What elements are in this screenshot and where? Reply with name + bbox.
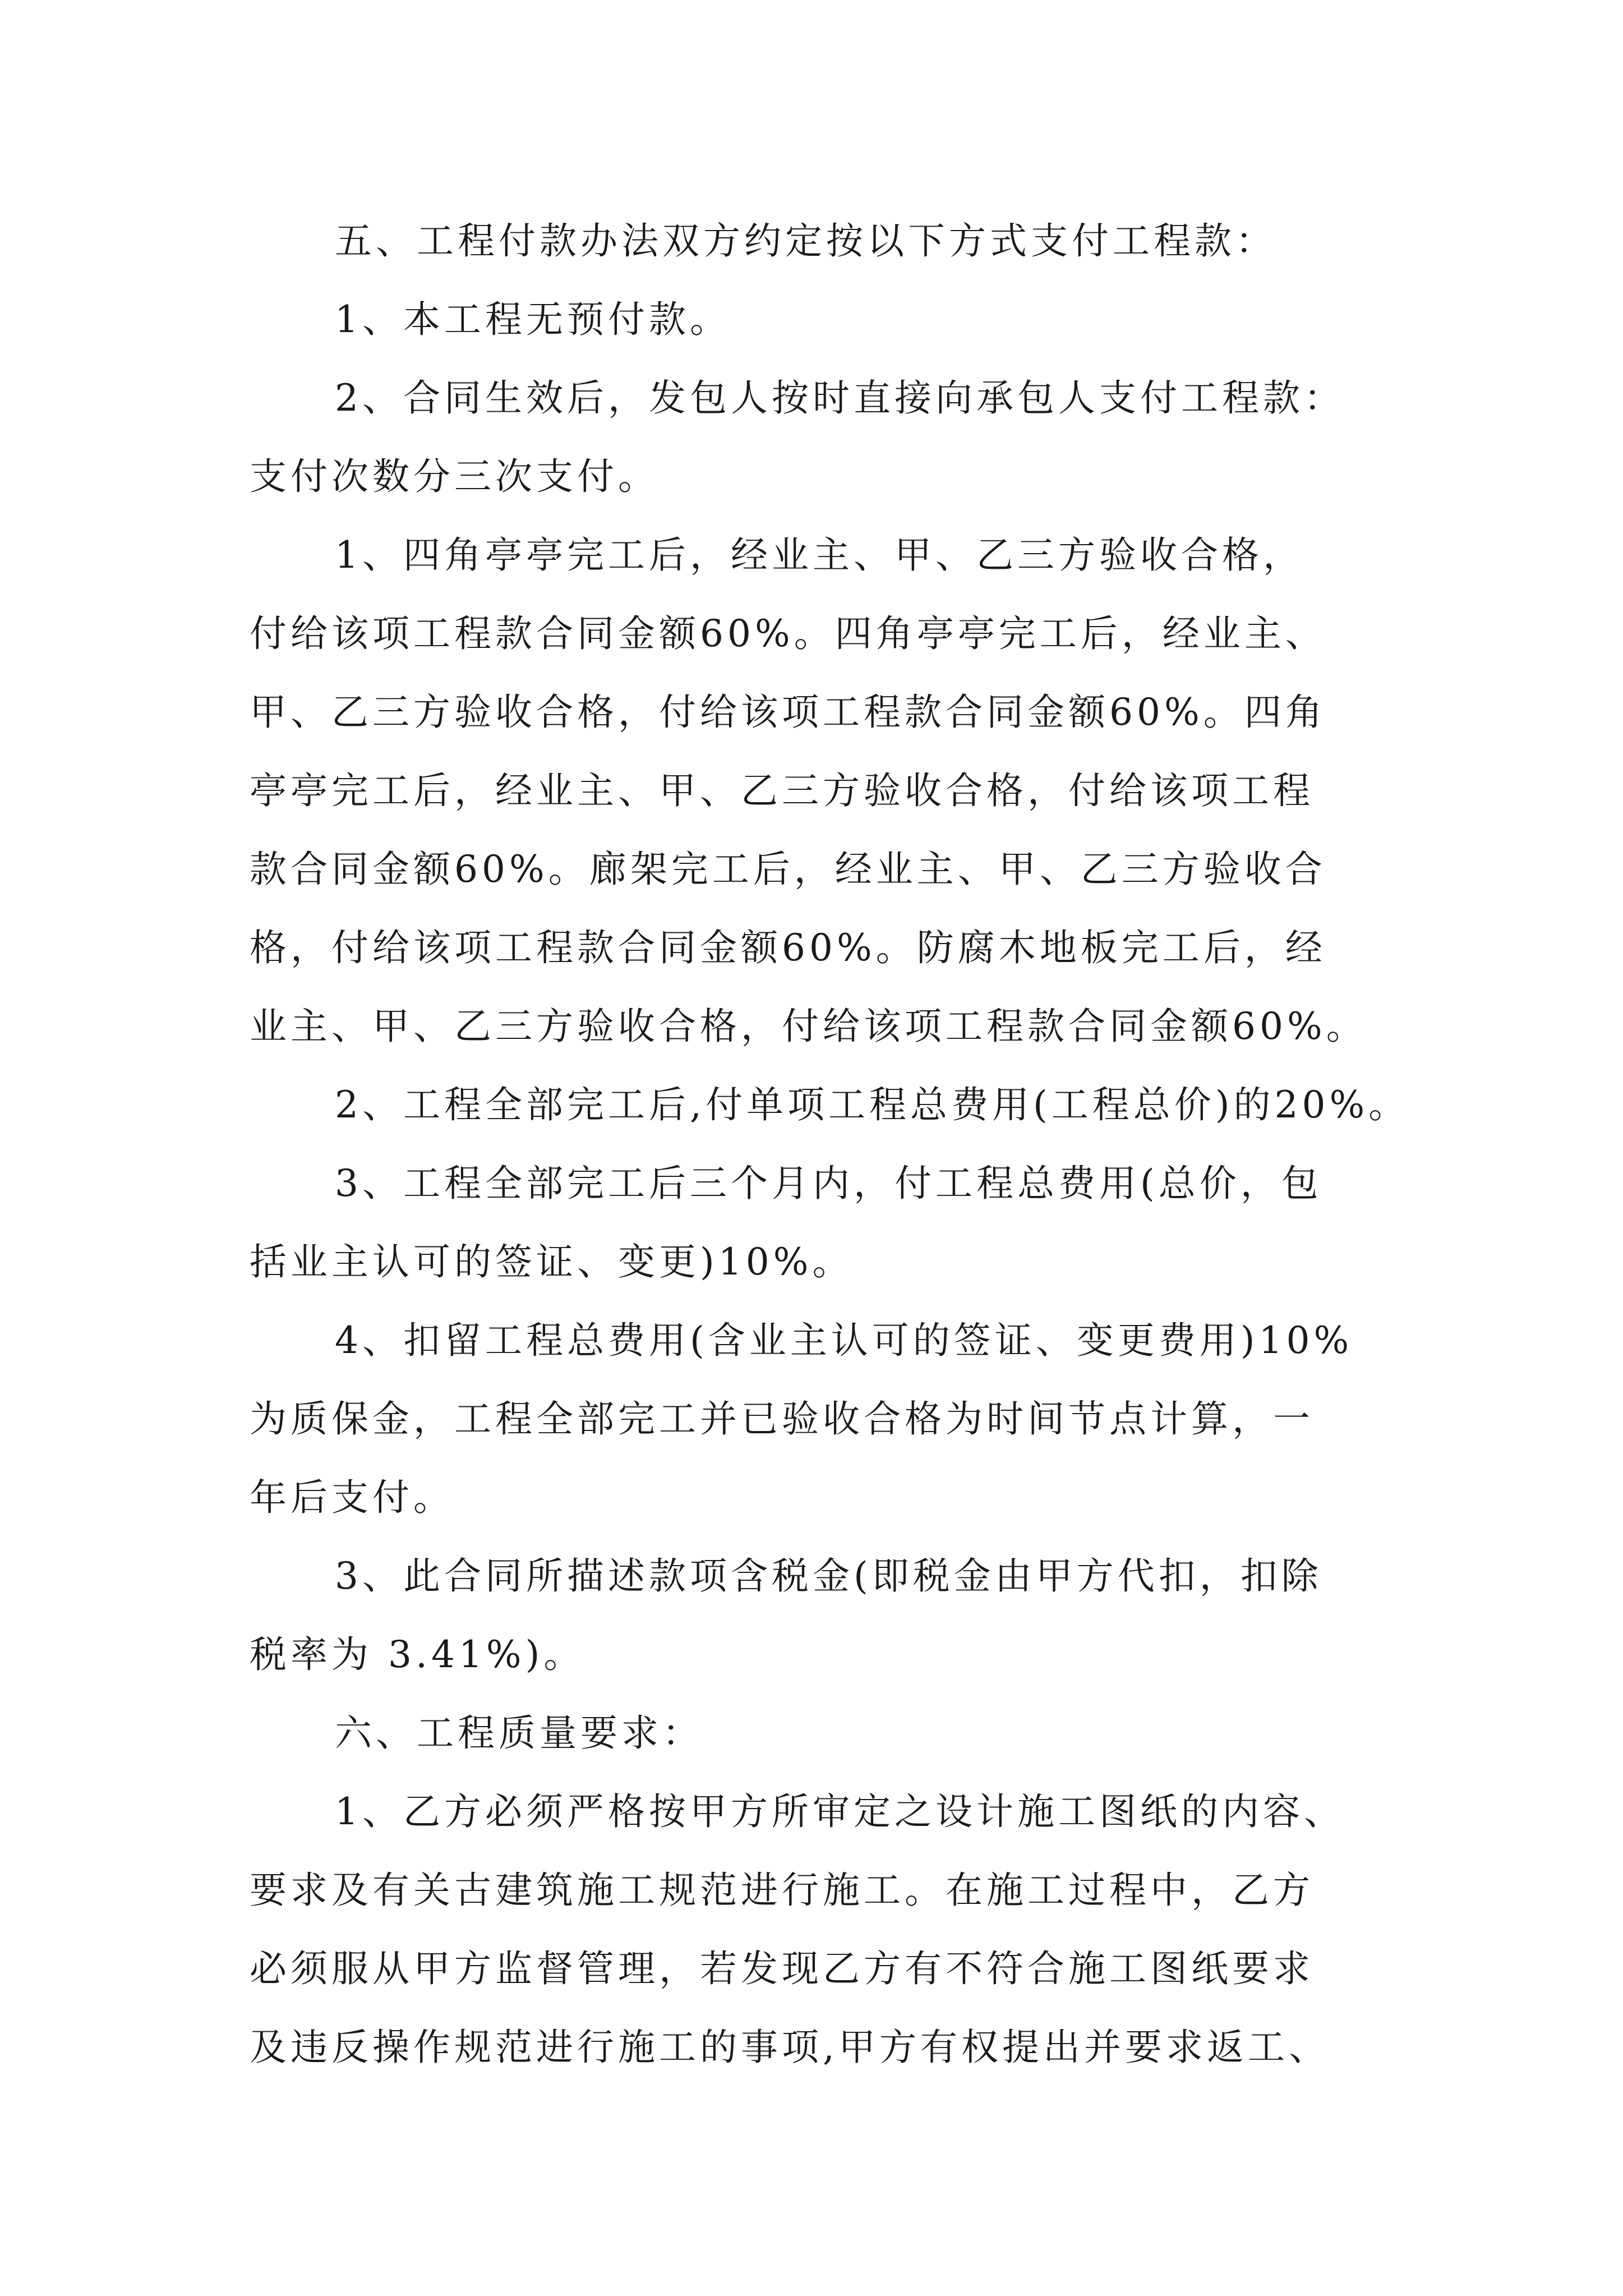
paragraph-line: 2、合同生效后，发包人按时直接向承包人支付工程款： — [335, 376, 1345, 420]
paragraph-line: 1、乙方必须严格按甲方所审定之设计施工图纸的内容、 — [335, 1790, 1345, 1833]
paragraph-line: 为质保金，工程全部完工并已验收合格为时间节点计算，一 — [250, 1397, 1314, 1441]
paragraph-line: 1、本工程无预付款。 — [335, 298, 731, 341]
document-body — [250, 202, 1410, 2087]
paragraph-line: 及违反操作规范进行施工的事项,甲方有权提出并要求返工、 — [250, 2026, 1330, 2069]
paragraph-line: 付给该项工程款合同金额60%。四角亭亭完工后，经业主、 — [250, 612, 1326, 655]
paragraph-line: 3、工程全部完工后三个月内，付工程总费用(总价，包 — [335, 1162, 1322, 1205]
paragraph-line: 括业主认可的签证、变更)10%。 — [250, 1240, 854, 1283]
paragraph-line: 4、扣留工程总费用(含业主认可的签证、变更费用)10% — [335, 1319, 1353, 1362]
paragraph-line: 要求及有关古建筑施工规范进行施工。在施工过程中，乙方 — [250, 1869, 1314, 1912]
paragraph-line: 1、四角亭亭完工后，经业主、甲、乙三方验收合格， — [335, 533, 1304, 577]
section-heading-quality: 六、工程质量要求： — [335, 1711, 703, 1755]
paragraph-line: 税率为 3.41%)。 — [250, 1633, 585, 1676]
paragraph-line: 甲、乙三方验收合格，付给该项工程款合同金额60%。四角 — [250, 691, 1326, 734]
section-heading-payment: 五、工程付款办法双方约定按以下方式支付工程款： — [335, 219, 1276, 263]
paragraph-line: 支付次数分三次支付。 — [250, 455, 659, 498]
paragraph-line: 3、此合同所描述款项含税金(即税金由甲方代扣，扣除 — [335, 1554, 1322, 1598]
paragraph-line: 年后支付。 — [250, 1476, 454, 1519]
paragraph-line: 业主、甲、乙三方验收合格，付给该项工程款合同金额60%。 — [250, 1005, 1367, 1048]
paragraph-line: 亭亭完工后，经业主、甲、乙三方验收合格，付给该项工程 — [250, 769, 1314, 812]
paragraph-line: 2、工程全部完工后,付单项工程总费用(工程总价)的20%。 — [335, 1083, 1410, 1126]
paragraph-line: 款合同金额60%。廊架完工后，经业主、甲、乙三方验收合 — [250, 848, 1326, 891]
paragraph-line: 必须服从甲方监督管理，若发现乙方有不符合施工图纸要求 — [250, 1947, 1314, 1990]
paragraph-line: 格，付给该项工程款合同金额60%。防腐木地板完工后，经 — [250, 926, 1326, 969]
